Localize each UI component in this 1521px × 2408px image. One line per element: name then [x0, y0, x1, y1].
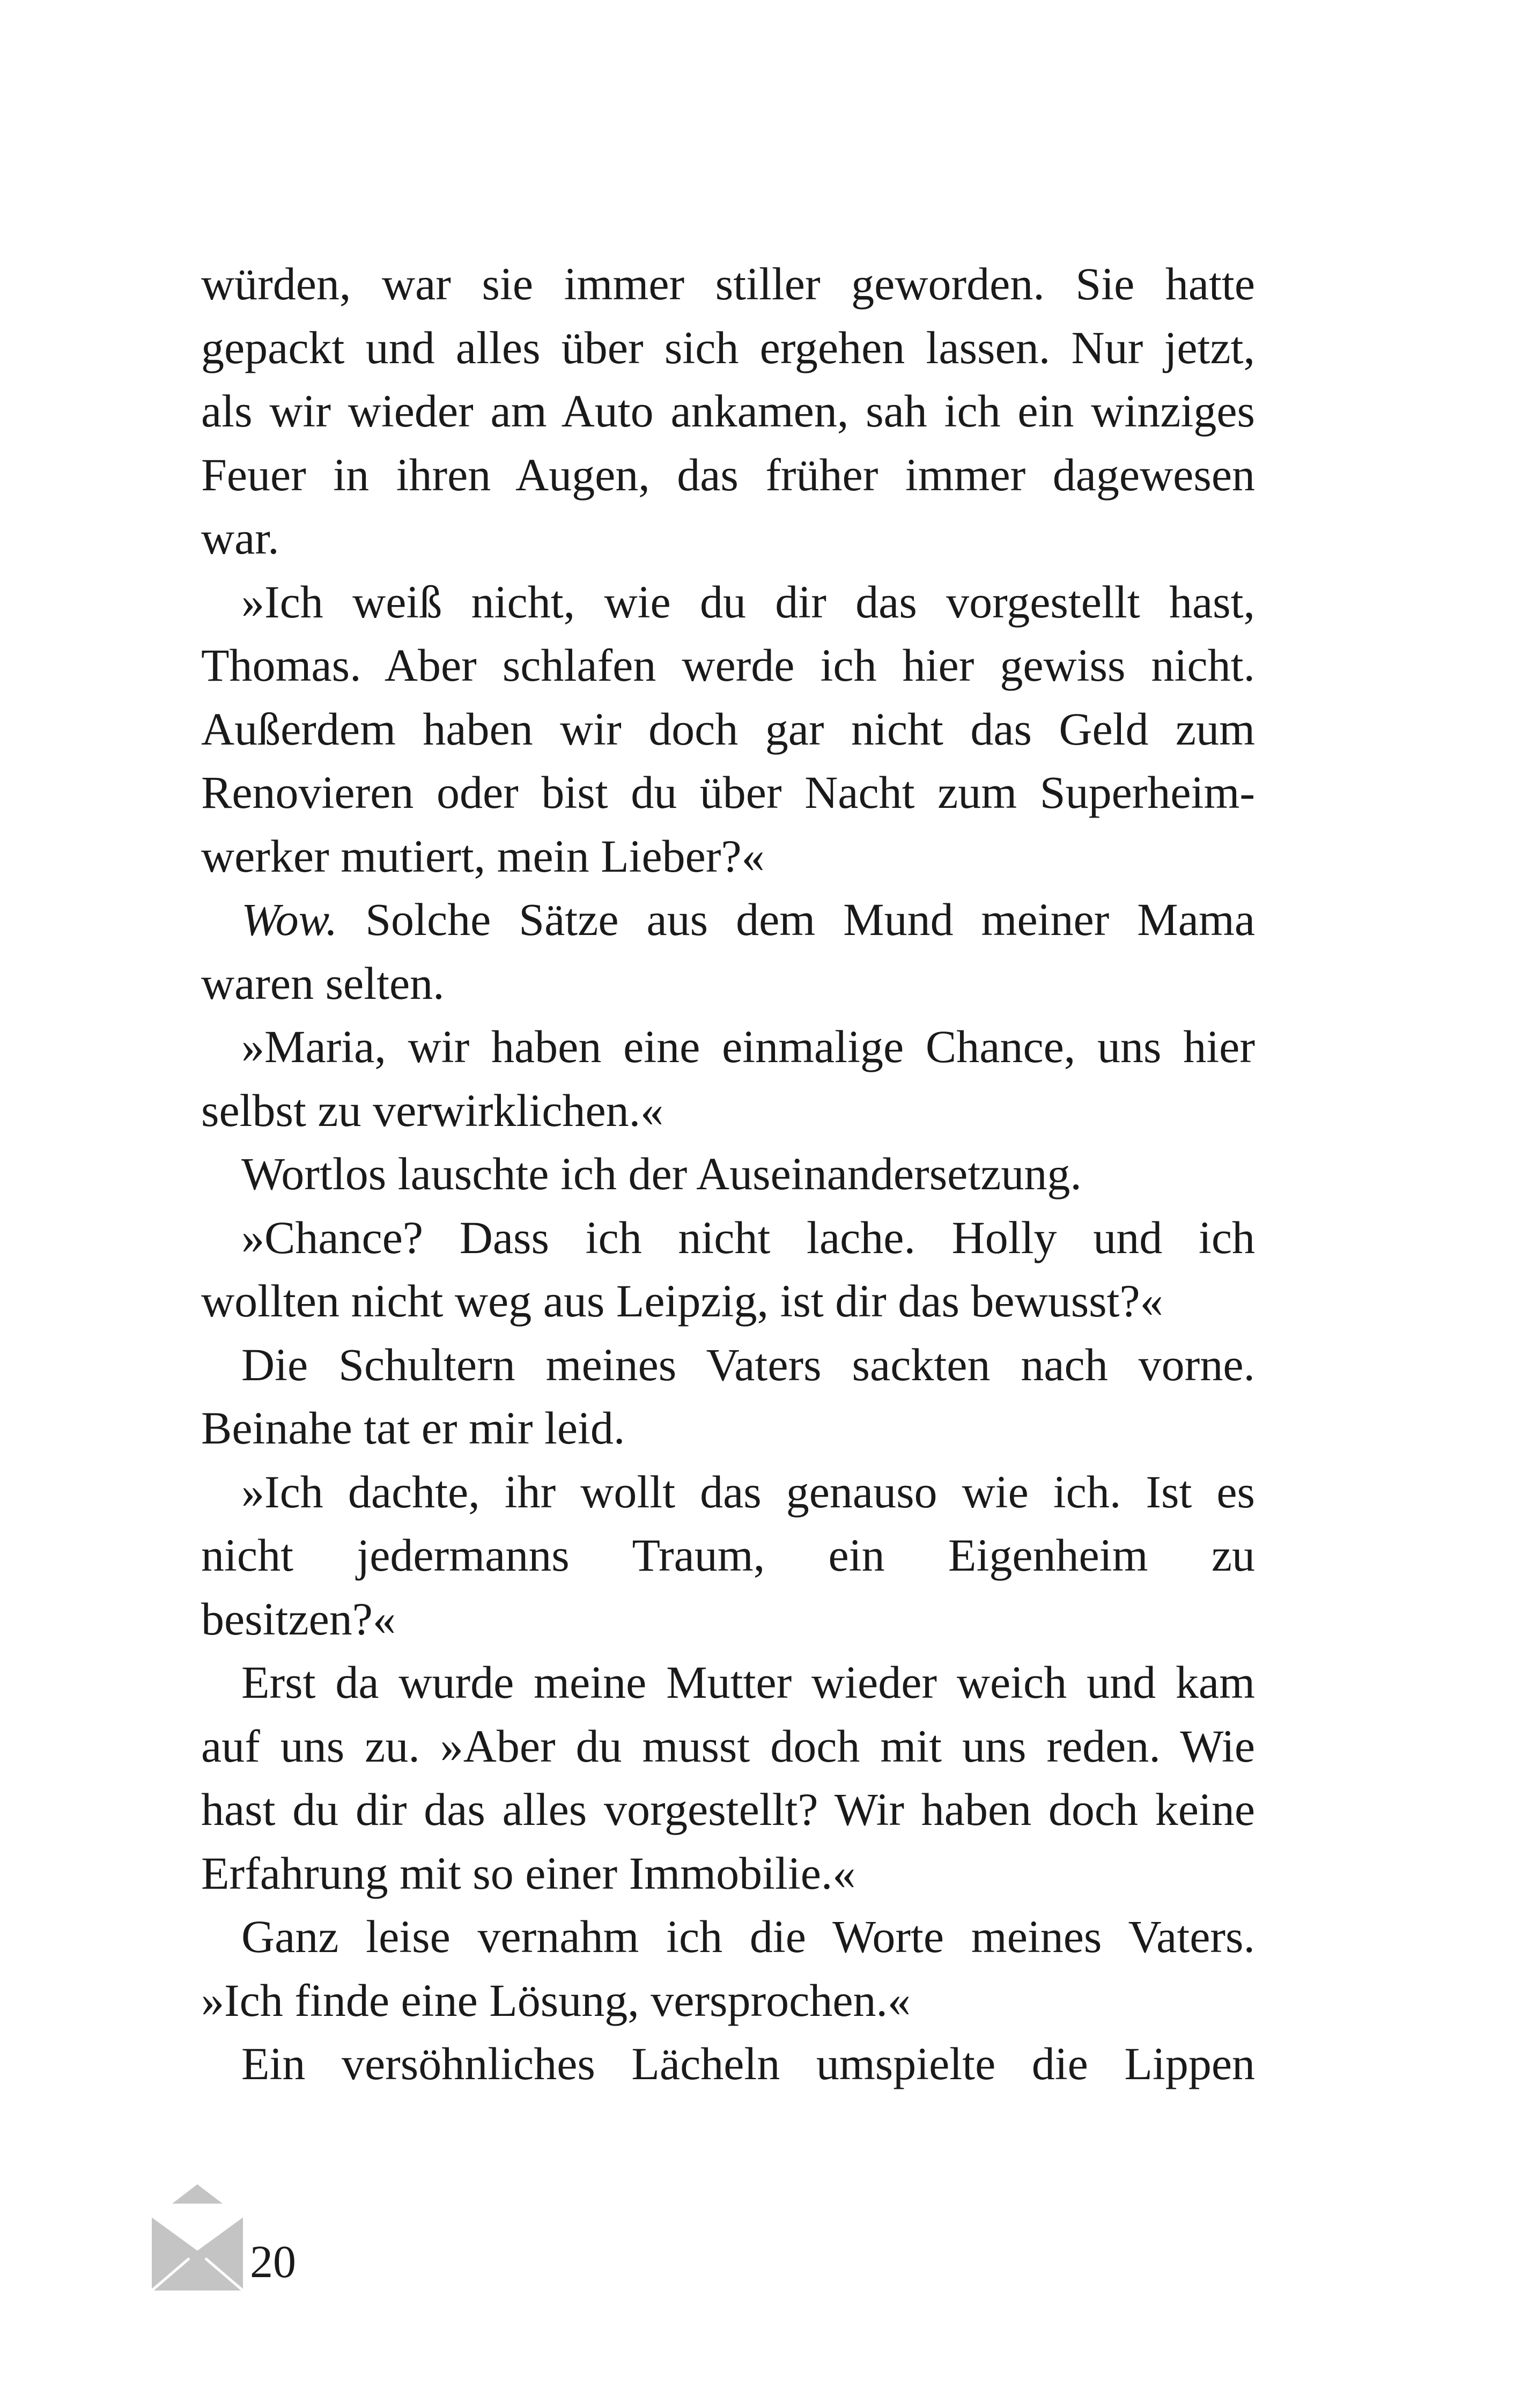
text-line: Die Schultern meines Vaters sackten nach vorne.	[241, 1338, 1255, 1390]
text-line: »Ich finde eine Lösung, versprochen.«	[201, 1974, 911, 2026]
page-number: 20	[250, 2236, 296, 2287]
text-line: auf uns zu. »Aber du musst doch mit uns reden. Wie	[201, 1720, 1255, 1772]
text-line: Renovieren oder bist du über Nacht zum Superheim-	[201, 767, 1255, 818]
text-line: nicht jedermanns Traum, ein Eigenheim zu	[201, 1529, 1255, 1581]
text-line: Ein versöhnliches Lächeln umspielte die Lippen	[241, 2038, 1255, 2089]
text-line: Feuer in ihren Augen, das früher immer dagewesen	[201, 448, 1255, 500]
text-line: selbst zu verwirklichen.«	[201, 1084, 664, 1136]
text-line: Ganz leise vernahm ich die Worte meines Vaters.	[241, 1911, 1255, 1962]
text-line: als wir wieder am Auto ankamen, sah ich ein winziges	[201, 385, 1255, 437]
text-line: war.	[201, 512, 279, 564]
text-line: wollten nicht weg aus Leipzig, ist dir das bewusst?«	[201, 1275, 1163, 1327]
text-line: waren selten.	[201, 957, 445, 1009]
text-line: »Ich dachte, ihr wollt das genauso wie ich. Ist es	[241, 1466, 1255, 1518]
text-line: Außerdem haben wir doch gar nicht das Geld zum	[201, 703, 1255, 755]
text-line: Erst da wurde meine Mutter wieder weich und kam	[241, 1656, 1255, 1708]
text-line: »Ich weiß nicht, wie du dir das vorgestellt hast,	[241, 576, 1255, 628]
envelope-icon	[152, 2183, 243, 2291]
text-line: besitzen?«	[201, 1593, 396, 1645]
page-footer	[152, 2183, 366, 2291]
line-text: Solche Sätze aus dem Mund meiner Mama	[365, 894, 1255, 945]
italic-word: Wow.	[241, 894, 338, 945]
text-line: werker mutiert, mein Lieber?«	[201, 830, 765, 882]
text-line	[201, 888, 1255, 952]
text-line: Wortlos lauschte ich der Auseinandersetzung.	[241, 1148, 1082, 1199]
body-text	[201, 252, 1255, 2096]
text-line: würden, war sie immer stiller geworden. Sie hatte	[201, 258, 1255, 310]
text-line: Erfahrung mit so einer Immobilie.«	[201, 1847, 856, 1899]
text-line: gepackt und alles über sich ergehen lassen. Nur jetzt,	[201, 321, 1255, 373]
text-line: »Chance? Dass ich nicht lache. Holly und ich	[241, 1211, 1255, 1263]
text-line: Beinahe tat er mir leid.	[201, 1402, 625, 1454]
text-line: Thomas. Aber schlafen werde ich hier gewiss nicht.	[201, 639, 1255, 691]
text-line: hast du dir das alles vorgestellt? Wir haben doch keine	[201, 1784, 1255, 1835]
text-line: »Maria, wir haben eine einmalige Chance, uns hier	[241, 1021, 1255, 1072]
